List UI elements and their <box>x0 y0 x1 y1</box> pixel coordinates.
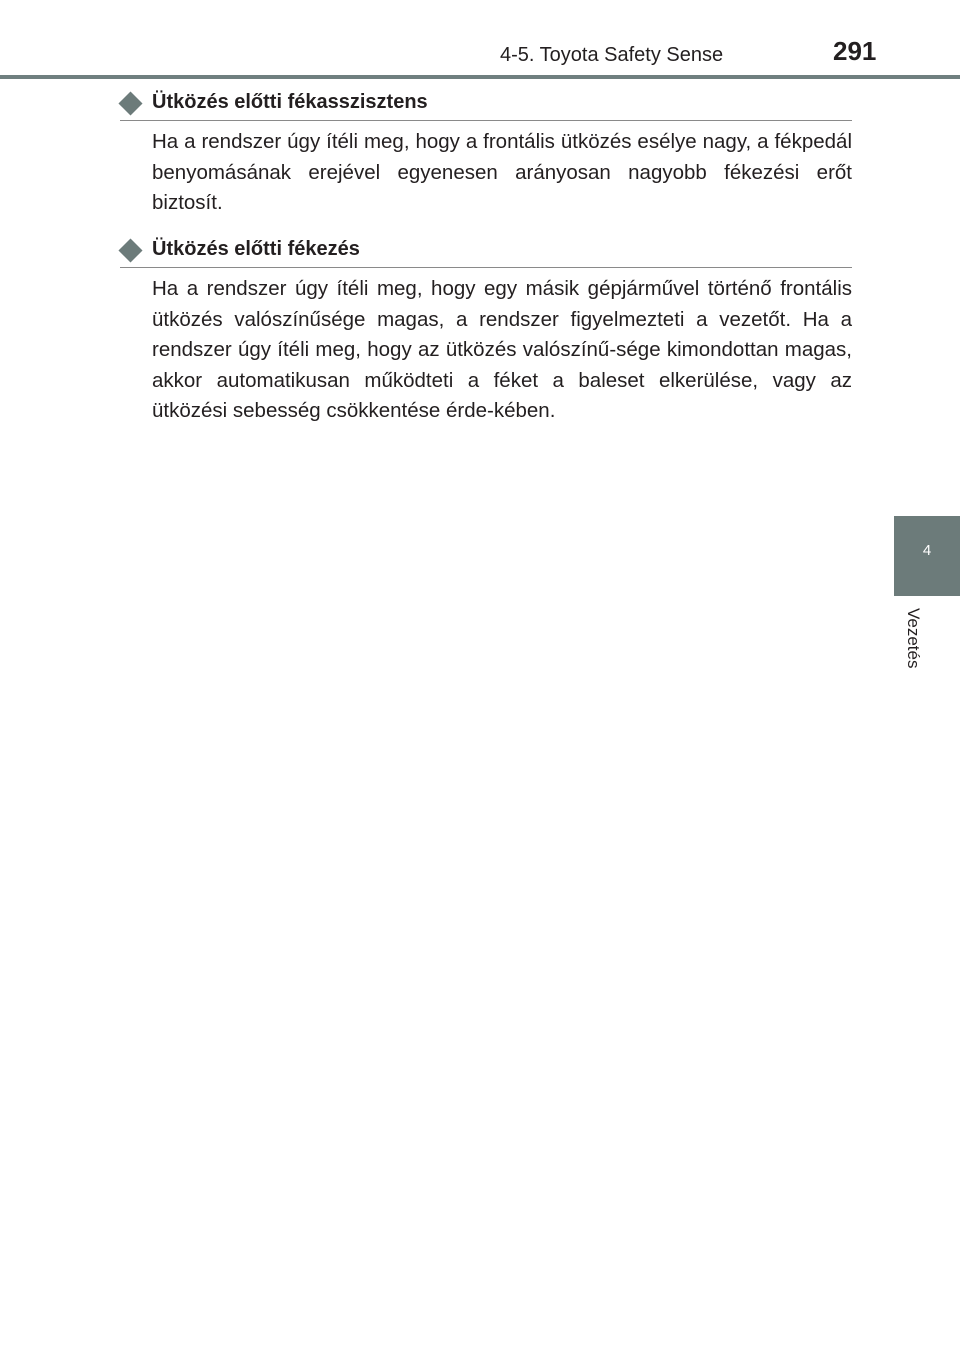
section-body-text: Ha a rendszer úgy ítéli meg, hogy a frontális ütközés esélye nagy, a fékpedál benyomásának erejével egyenesen arányosan nagyobb fékezési erőt biztosít. <box>152 130 852 214</box>
chapter-number: 4 <box>922 542 932 559</box>
diamond-bullet-icon <box>118 238 142 262</box>
page-header <box>0 0 960 80</box>
section-heading-text: Ütközés előtti fékezés <box>152 238 360 260</box>
chapter-label: Vezetés <box>904 608 923 669</box>
header-section-title: 4-5. Toyota Safety Sense <box>500 44 724 66</box>
section-heading <box>120 237 852 268</box>
section-pre-collision-brake-assist <box>120 90 852 219</box>
section-body-text: Ha a rendszer úgy ítéli meg, hogy egy másik gépjárművel történő frontális ütközés valószínűsége magas, a rendszer figyelmezteti a vezetőt. Ha a rendszer úgy ítéli meg, hogy az ütközés valószínű-sége kimondottan magas, akkor automatikusan működteti a féket a baleset elkerülése, vagy az ütközési sebesség csökkentése érde-kében. <box>152 277 852 422</box>
chapter-tab <box>894 516 960 596</box>
page-number: 291 <box>833 36 877 66</box>
diamond-bullet-icon <box>118 91 142 115</box>
section-heading-text: Ütközés előtti fékasszisztens <box>152 91 428 113</box>
section-pre-collision-braking <box>120 237 852 427</box>
header-rule <box>0 75 960 79</box>
section-heading <box>120 90 852 121</box>
